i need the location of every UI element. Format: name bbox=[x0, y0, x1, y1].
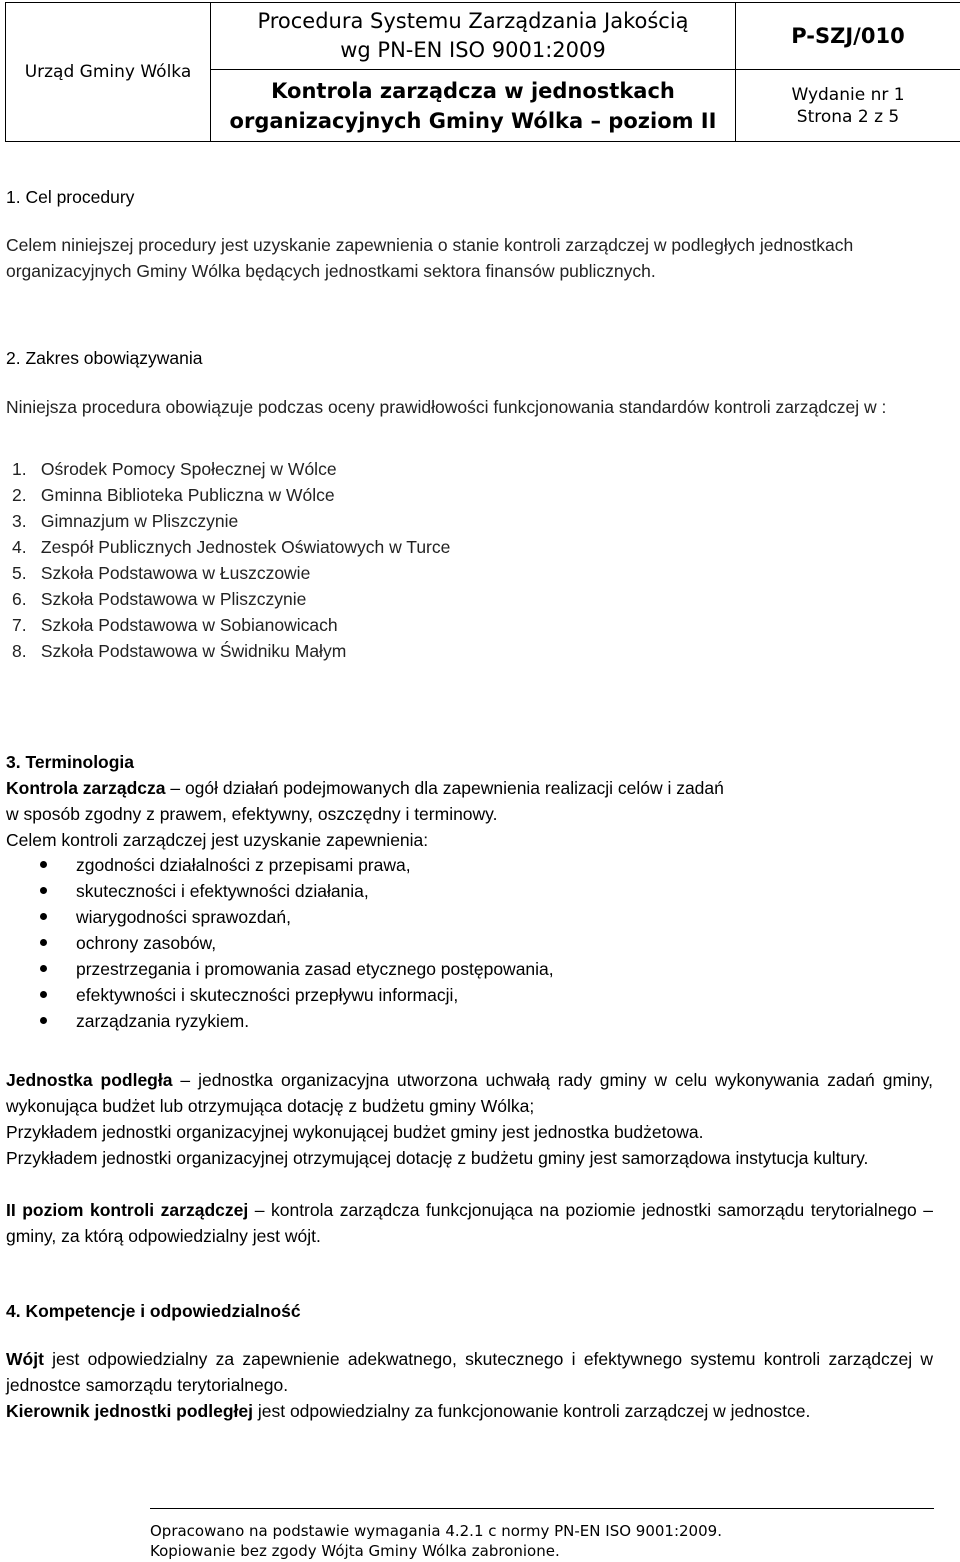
bullet-icon bbox=[40, 939, 47, 946]
procedure-subject-line1: Kontrola zarządcza w jednostkach bbox=[271, 78, 675, 103]
example-budget-unit: Przykładem jednostki organizacyjnej wykonującej budżet gminy jest jednostka budżetowa. bbox=[6, 1122, 704, 1142]
footer-line-1: Opracowano na podstawie wymagania 4.2.1 c normy PN-EN ISO 9001:2009. bbox=[150, 1522, 722, 1540]
list-item: 5. Szkoła Podstawowa w Łuszczowie bbox=[12, 563, 311, 583]
footer-line-2: Kopiowanie bez zgody Wójta Gminy Wólka zabronione. bbox=[150, 1542, 560, 1560]
goals-list bbox=[0, 852, 554, 1034]
bullet-icon bbox=[40, 1017, 47, 1024]
list-item: 2. Gminna Biblioteka Publiczna w Wólce bbox=[12, 485, 335, 505]
bullet-icon bbox=[40, 965, 47, 972]
edition-number: Wydanie nr 1 bbox=[791, 84, 905, 105]
section-4-heading: 4. Kompetencje i odpowiedzialność bbox=[6, 1301, 301, 1321]
document-header bbox=[5, 2, 960, 142]
term-kontrola-zarzadcza-cont: w sposób zgodny z prawem, efektywny, oszczędny i terminowy. bbox=[6, 804, 498, 824]
bullet-icon bbox=[40, 887, 47, 894]
section-3-heading: 3. Terminologia bbox=[6, 752, 135, 772]
example-culture-institution: Przykładem jednostki organizacyjnej otrzymującej dotację z budżetu gminy jest samorządowa instytucja kultury. bbox=[6, 1148, 869, 1168]
bullet-icon bbox=[40, 991, 47, 998]
procedure-subject bbox=[211, 70, 736, 142]
list-item: 1. Ośrodek Pomocy Społecznej w Wólce bbox=[12, 459, 337, 479]
procedure-title-line1: Procedura Systemu Zarządzania Jakością bbox=[257, 9, 689, 33]
procedure-code: P-SZJ/010 bbox=[736, 3, 960, 70]
office-name: Urząd Gminy Wólka bbox=[6, 3, 211, 142]
term-second-level-control: II poziom kontroli zarządczej – kontrola zarządcza funkcjonująca na poziomie jednostki samorządu terytorialnego – gminy, za którą odpowiedzialny jest wójt. bbox=[6, 1200, 933, 1246]
list-item: zgodności działalności z przepisami prawa, bbox=[0, 852, 554, 878]
section-2-heading: 2. Zakres obowiązywania bbox=[6, 348, 203, 368]
list-item: 7. Szkoła Podstawowa w Sobianowicach bbox=[12, 615, 338, 635]
section-1-heading: 1. Cel procedury bbox=[6, 187, 135, 207]
list-item: 3. Gimnazjum w Pliszczynie bbox=[12, 511, 239, 531]
page-number: Strona 2 z 5 bbox=[796, 106, 900, 127]
list-item: wiarygodności sprawozdań, bbox=[0, 904, 554, 930]
list-item: 8. Szkoła Podstawowa w Świdniku Małym bbox=[12, 641, 347, 661]
goal-intro: Celem kontroli zarządczej jest uzyskanie zapewnienia: bbox=[6, 830, 429, 850]
units-list bbox=[6, 456, 450, 664]
section-2-body: Niniejsza procedura obowiązuje podczas oceny prawidłowości funkcjonowania standardów kontroli zarządczej w : bbox=[6, 397, 887, 417]
edition-info bbox=[736, 70, 960, 142]
list-item: skuteczności i efektywności działania, bbox=[0, 878, 554, 904]
list-item: 4. Zespół Publicznych Jednostek Oświatowych w Turce bbox=[12, 537, 451, 557]
bullet-icon bbox=[40, 861, 47, 868]
list-item: zarządzania ryzykiem. bbox=[0, 1008, 554, 1034]
role-kierownik: Kierownik jednostki podległej jest odpowiedzialny za funkcjonowanie kontroli zarządczej w jednostce. bbox=[6, 1401, 811, 1421]
procedure-title-line2: wg PN-EN ISO 9001:2009 bbox=[340, 38, 606, 62]
term-kontrola-zarzadcza: Kontrola zarządcza – ogół działań podejmowanych dla zapewnienia realizacji celów i zadań bbox=[6, 778, 724, 798]
list-item: ochrony zasobów, bbox=[0, 930, 554, 956]
footer-divider bbox=[150, 1508, 934, 1509]
list-item: 6. Szkoła Podstawowa w Pliszczynie bbox=[12, 589, 307, 609]
list-item: przestrzegania i promowania zasad etycznego postępowania, bbox=[0, 956, 554, 982]
procedure-subject-line2: organizacyjnych Gminy Wólka – poziom II bbox=[229, 108, 717, 133]
list-item: efektywności i skuteczności przepływu informacji, bbox=[0, 982, 554, 1008]
term-jednostka-podlegla: Jednostka podległa – jednostka organizacyjna utworzona uchwałą rady gminy w celu wykonywania zadań gminy, wykonująca budżet lub otrzymująca dotację z budżetu gminy Wólka; bbox=[6, 1070, 933, 1116]
procedure-title bbox=[211, 3, 736, 70]
bullet-icon bbox=[40, 913, 47, 920]
section-1-body: Celem niniejszej procedury jest uzyskanie zapewnienia o stanie kontroli zarządczej w podległych jednostkach organizacyjnych Gminy Wólka będących jednostkami sektora finansów publicznych. bbox=[6, 235, 854, 281]
role-wojt: Wójt jest odpowiedzialny za zapewnienie adekwatnego, skutecznego i efektywnego systemu kontroli zarządczej w jednostce samorządu terytorialnego. bbox=[6, 1349, 933, 1395]
